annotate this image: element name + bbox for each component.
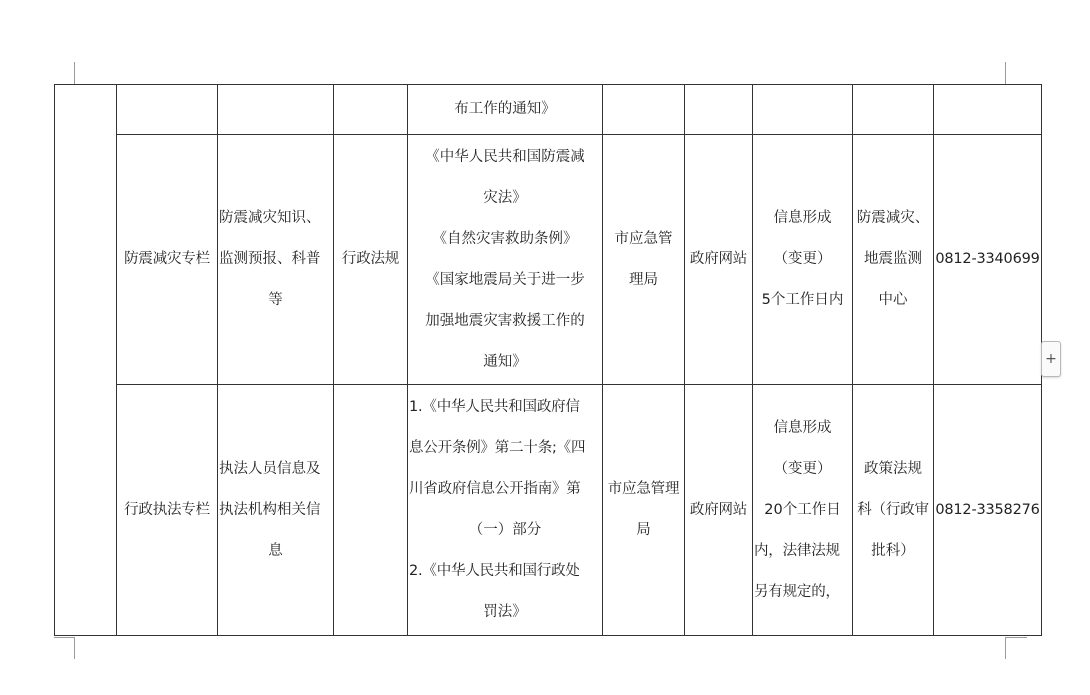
channel-cell: 政府网站 [685, 385, 753, 636]
crop-mark-bottom-left-v [74, 637, 75, 659]
agency-cell: 市应急管 理局 [603, 135, 685, 385]
timeframe-cell: 信息形成 （变更） 5个工作日内 [753, 135, 853, 385]
disclosure-table [54, 84, 1042, 636]
office-cell [853, 85, 934, 135]
category-cell: 行政执法专栏 [117, 385, 218, 636]
phone-cell: 0812-3340699 [934, 135, 1042, 385]
crop-mark-bottom-left-h [54, 637, 74, 638]
phone-cell: 0812-3358276 [934, 385, 1042, 636]
content-cell: 防震减灾知识、 监测预报、科普 等 [218, 135, 334, 385]
office-cell: 防震减灾、 地震监测 中心 [853, 135, 934, 385]
basis-cell: 1.《中华人民共和国政府信 息公开条例》第二十条;《四 川省政府信息公开指南》第 （一）部分 2.《中华人民共和国行政处 罚法》 [408, 385, 603, 636]
content-cell: 执法人员信息及 执法机构相关信 息 [218, 385, 334, 636]
category-cell: 防震减灾专栏 [117, 135, 218, 385]
office-cell: 政策法规 科（行政审 批科） [853, 385, 934, 636]
agency-cell [603, 85, 685, 135]
channel-cell: 政府网站 [685, 135, 753, 385]
timeframe-cell [753, 85, 853, 135]
crop-mark-top-left-v [74, 62, 75, 84]
agency-cell: 市应急管理 局 [603, 385, 685, 636]
table-row-continued [55, 85, 1042, 135]
content-cell [218, 85, 334, 135]
basis-cell [408, 85, 603, 135]
basis-tail-text: 布工作的通知》 [454, 101, 556, 117]
category-cell [117, 85, 218, 135]
timeframe-cell: 信息形成 （变更） 20个工作日 内，法律法规 另有规定的， [753, 385, 853, 636]
phone-cell [934, 85, 1042, 135]
crop-mark-bottom-right-v [1005, 637, 1006, 659]
table-row [55, 385, 1042, 636]
crop-mark-top-right-v [1005, 62, 1006, 84]
channel-cell [685, 85, 753, 135]
index-cell [55, 85, 117, 636]
add-row-button[interactable]: + [1041, 341, 1061, 377]
crop-mark-bottom-right-h [1005, 637, 1027, 638]
type-cell [334, 385, 408, 636]
table-row [55, 135, 1042, 385]
basis-cell: 《中华人民共和国防震减 灾法》 《自然灾害救助条例》 《国家地震局关于进一步 加强地震灾害救援工作的 通知》 [408, 135, 603, 385]
type-cell [334, 85, 408, 135]
type-cell: 行政法规 [334, 135, 408, 385]
